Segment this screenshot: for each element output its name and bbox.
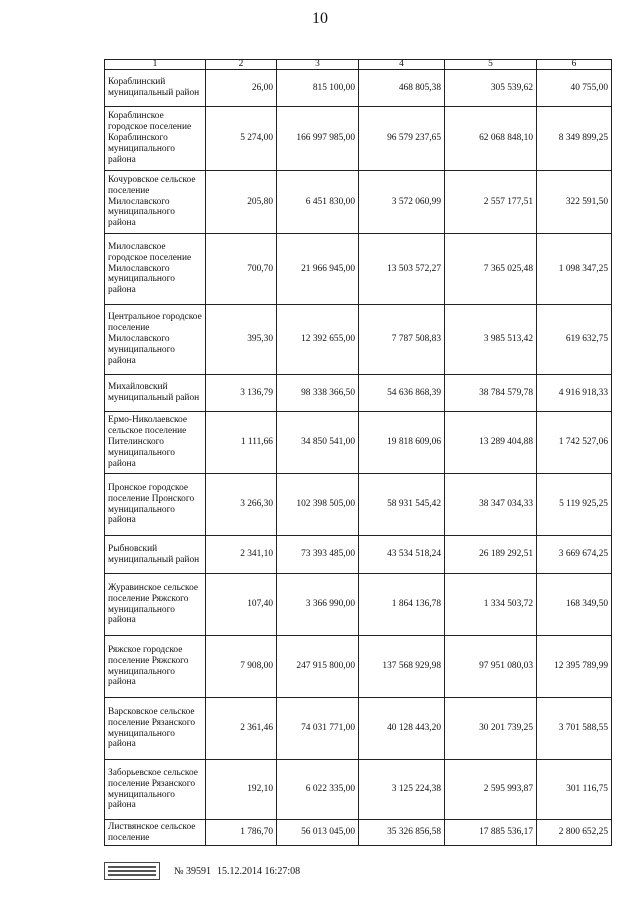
value-cell-col2: 2 361,46 [206, 698, 277, 760]
table-row [105, 536, 612, 574]
value-cell-col5: 2 557 177,51 [445, 171, 537, 234]
value-cell-col2: 2 341,10 [206, 536, 277, 574]
value-cell-col2: 192,10 [206, 760, 277, 820]
value-cell-col4: 468 805,38 [359, 70, 445, 107]
value-cell-col2: 205,80 [206, 171, 277, 234]
value-cell-col5: 30 201 739,25 [445, 698, 537, 760]
table-row [105, 234, 612, 305]
value-cell-col2: 395,30 [206, 305, 277, 375]
municipality-name-cell: Рыбновский муниципальный район [105, 536, 206, 574]
municipality-name-cell: Михайловский муниципальный район [105, 375, 206, 412]
value-cell-col2: 700,70 [206, 234, 277, 305]
value-cell-col4: 96 579 237,65 [359, 107, 445, 171]
municipality-name-cell: Заборьевское сельское поселение Рязанского муниципального района [105, 760, 206, 820]
municipality-name-cell: Милославское городское поселение Милославского муниципального района [105, 234, 206, 305]
value-cell-col6: 1 742 527,06 [537, 412, 612, 474]
value-cell-col6: 3 701 588,55 [537, 698, 612, 760]
value-cell-col2: 26,00 [206, 70, 277, 107]
value-cell-col3: 102 398 505,00 [277, 474, 359, 536]
value-cell-col2: 5 274,00 [206, 107, 277, 171]
value-cell-col6: 4 916 918,33 [537, 375, 612, 412]
value-cell-col2: 107,40 [206, 574, 277, 636]
value-cell-col6: 2 800 652,25 [537, 820, 612, 846]
table-row [105, 760, 612, 820]
value-cell-col2: 1 786,70 [206, 820, 277, 846]
value-cell-col6: 1 098 347,25 [537, 234, 612, 305]
value-cell-col5: 2 595 993,87 [445, 760, 537, 820]
value-cell-col3: 166 997 985,00 [277, 107, 359, 171]
value-cell-col3: 74 031 771,00 [277, 698, 359, 760]
value-cell-col4: 43 534 518,24 [359, 536, 445, 574]
column-header: 1 [105, 60, 206, 70]
table-row [105, 474, 612, 536]
value-cell-col4: 19 818 609,06 [359, 412, 445, 474]
municipality-name-cell: Варсковское сельское поселение Рязанского муниципального района [105, 698, 206, 760]
value-cell-col4: 58 931 545,42 [359, 474, 445, 536]
value-cell-col5: 3 985 513,42 [445, 305, 537, 375]
value-cell-col3: 3 366 990,00 [277, 574, 359, 636]
value-cell-col3: 6 022 335,00 [277, 760, 359, 820]
municipality-name-cell: Ермо-Николаевское сельское поселение Пителинского муниципального района [105, 412, 206, 474]
table-row [105, 412, 612, 474]
value-cell-col6: 40 755,00 [537, 70, 612, 107]
value-cell-col3: 815 100,00 [277, 70, 359, 107]
document-footer [104, 862, 300, 880]
value-cell-col5: 13 289 404,88 [445, 412, 537, 474]
column-header: 3 [277, 60, 359, 70]
value-cell-col5: 26 189 292,51 [445, 536, 537, 574]
value-cell-col3: 34 850 541,00 [277, 412, 359, 474]
value-cell-col5: 38 347 034,33 [445, 474, 537, 536]
page-number: 10 [312, 10, 328, 27]
value-cell-col4: 35 326 856,58 [359, 820, 445, 846]
value-cell-col4: 7 787 508,83 [359, 305, 445, 375]
registry-stamp-icon [104, 862, 160, 880]
value-cell-col2: 7 908,00 [206, 636, 277, 698]
value-cell-col3: 21 966 945,00 [277, 234, 359, 305]
table-row [105, 107, 612, 171]
value-cell-col3: 73 393 485,00 [277, 536, 359, 574]
table-row [105, 698, 612, 760]
value-cell-col4: 137 568 929,98 [359, 636, 445, 698]
value-cell-col5: 38 784 579,78 [445, 375, 537, 412]
value-cell-col4: 3 572 060,99 [359, 171, 445, 234]
value-cell-col5: 7 365 025,48 [445, 234, 537, 305]
municipality-name-cell: Кораблинское городское поселение Кораблинского муниципального района [105, 107, 206, 171]
column-header: 4 [359, 60, 445, 70]
value-cell-col5: 97 951 080,03 [445, 636, 537, 698]
table-header-row [105, 60, 612, 70]
value-cell-col6: 8 349 899,25 [537, 107, 612, 171]
table-row [105, 375, 612, 412]
document-timestamp: 15.12.2014 16:27:08 [217, 865, 301, 877]
value-cell-col3: 6 451 830,00 [277, 171, 359, 234]
value-cell-col2: 3 266,30 [206, 474, 277, 536]
data-table [104, 59, 612, 846]
value-cell-col5: 305 539,62 [445, 70, 537, 107]
municipality-name-cell: Пронское городское поселение Пронского муниципального района [105, 474, 206, 536]
column-header: 5 [445, 60, 537, 70]
value-cell-col4: 13 503 572,27 [359, 234, 445, 305]
column-header: 2 [206, 60, 277, 70]
table-row [105, 305, 612, 375]
value-cell-col5: 1 334 503,72 [445, 574, 537, 636]
value-cell-col2: 1 111,66 [206, 412, 277, 474]
value-cell-col4: 54 636 868,39 [359, 375, 445, 412]
value-cell-col3: 56 013 045,00 [277, 820, 359, 846]
value-cell-col2: 3 136,79 [206, 375, 277, 412]
column-header: 6 [537, 60, 612, 70]
table-row [105, 636, 612, 698]
value-cell-col4: 1 864 136,78 [359, 574, 445, 636]
value-cell-col3: 98 338 366,50 [277, 375, 359, 412]
value-cell-col6: 3 669 674,25 [537, 536, 612, 574]
value-cell-col5: 62 068 848,10 [445, 107, 537, 171]
municipality-name-cell: Кочуровское сельское поселение Милославского муниципального района [105, 171, 206, 234]
value-cell-col6: 322 591,50 [537, 171, 612, 234]
municipality-name-cell: Листвянское сельское поселение [105, 820, 206, 846]
municipality-name-cell: Ряжское городское поселение Ряжского муниципального района [105, 636, 206, 698]
value-cell-col5: 17 885 536,17 [445, 820, 537, 846]
table-row [105, 70, 612, 107]
document-number: № 39591 [174, 865, 212, 877]
municipality-name-cell: Кораблинский муниципальный район [105, 70, 206, 107]
value-cell-col6: 301 116,75 [537, 760, 612, 820]
table-row [105, 574, 612, 636]
value-cell-col6: 5 119 925,25 [537, 474, 612, 536]
municipality-name-cell: Центральное городское поселение Милославского муниципального района [105, 305, 206, 375]
municipality-name-cell: Журавинское сельское поселение Ряжского муниципального района [105, 574, 206, 636]
value-cell-col4: 40 128 443,20 [359, 698, 445, 760]
value-cell-col6: 168 349,50 [537, 574, 612, 636]
table-row [105, 171, 612, 234]
value-cell-col3: 12 392 655,00 [277, 305, 359, 375]
table-row [105, 820, 612, 846]
table-body [105, 70, 612, 846]
value-cell-col3: 247 915 800,00 [277, 636, 359, 698]
value-cell-col6: 619 632,75 [537, 305, 612, 375]
value-cell-col6: 12 395 789,99 [537, 636, 612, 698]
value-cell-col4: 3 125 224,38 [359, 760, 445, 820]
